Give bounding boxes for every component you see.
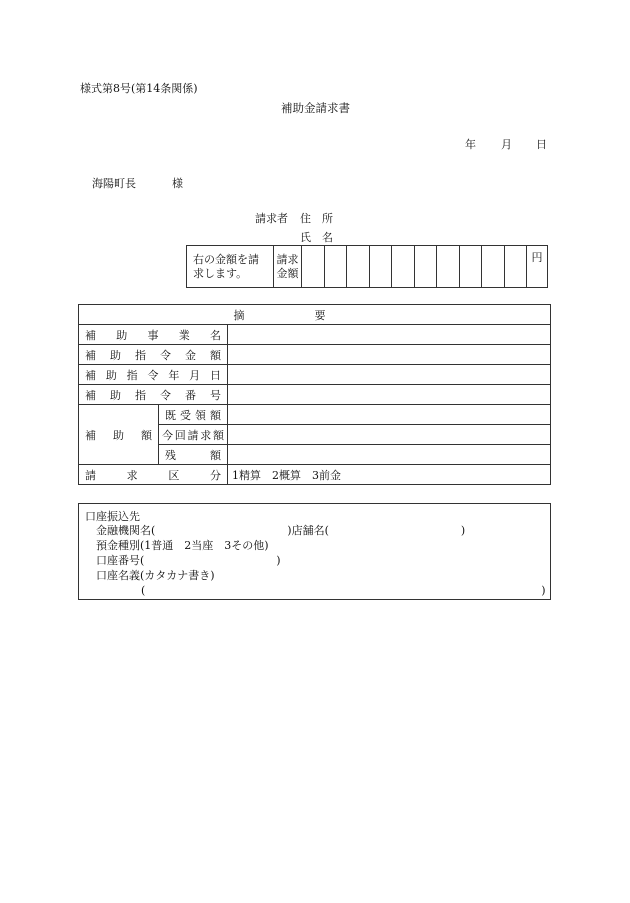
grant-amount-label: 補 助 指 令 金 額: [79, 345, 228, 365]
requester-label: 請求者: [255, 212, 288, 225]
address-label: 住 所: [300, 212, 333, 225]
received-amount-field[interactable]: [228, 405, 551, 425]
subsidy-amount-label: 補 助 額: [79, 405, 159, 465]
amount-digit-cell[interactable]: [482, 246, 505, 288]
summary-header: 摘要: [79, 305, 551, 325]
date-year-label: 年: [465, 138, 476, 151]
table-row: [79, 345, 551, 365]
amount-digit-cell[interactable]: [437, 246, 460, 288]
account-number-line[interactable]: 口座番号( ): [96, 554, 281, 567]
account-name-label: 口座名義(カタカナ書き): [96, 569, 215, 582]
date-month-label: 月: [501, 138, 512, 151]
addressee: 海陽町長: [92, 177, 136, 190]
bank-section-title: 口座振込先: [85, 510, 140, 523]
table-row: [79, 465, 551, 485]
amount-digit-cell[interactable]: [414, 246, 437, 288]
amount-digit-cell[interactable]: [504, 246, 527, 288]
amount-sub-label: 請求 金額: [274, 246, 302, 288]
amount-digit-cell[interactable]: [347, 246, 370, 288]
amount-digit-cell[interactable]: [369, 246, 392, 288]
current-request-label: 今 回 請 求 額: [159, 425, 228, 445]
grant-date-field[interactable]: [228, 365, 551, 385]
addressee-honorific: 様: [172, 177, 183, 190]
account-name-field[interactable]: ( ): [141, 584, 546, 597]
table-row: [79, 325, 551, 345]
project-name-field[interactable]: [228, 325, 551, 345]
bank-transfer-box: [78, 503, 551, 600]
grant-amount-field[interactable]: [228, 345, 551, 365]
amount-box: [186, 245, 548, 288]
currency-cell: 円: [527, 246, 548, 288]
form-number: 様式第8号(第14条関係): [80, 82, 198, 95]
received-amount-label: 既 受 領 額: [159, 405, 228, 425]
grant-date-label: 補 助 指 令 年 月 日: [79, 365, 228, 385]
balance-field[interactable]: [228, 445, 551, 465]
grant-number-field[interactable]: [228, 385, 551, 405]
financial-institution-line[interactable]: 金融機関名( )店舗名( ): [96, 524, 466, 537]
amount-digit-cell[interactable]: [392, 246, 415, 288]
date-day-label: 日: [536, 138, 547, 151]
request-category-label: 請 求 区 分: [79, 465, 228, 485]
table-row: [79, 385, 551, 405]
table-row: [79, 405, 551, 425]
amount-request-label: 右の金額を請 求します。: [187, 246, 274, 288]
amount-digit-cell[interactable]: [302, 246, 325, 288]
balance-label: 残 額: [159, 445, 228, 465]
current-request-field[interactable]: [228, 425, 551, 445]
deposit-type-line[interactable]: 預金種別(1普通 2当座 3その他): [96, 539, 269, 552]
request-category-options[interactable]: 1精算 2概算 3前金: [228, 465, 551, 485]
name-label: 氏 名: [300, 231, 333, 244]
amount-digit-cell[interactable]: [324, 246, 347, 288]
summary-table: [78, 304, 551, 485]
project-name-label: [79, 325, 228, 345]
document-title: 補助金請求書: [281, 101, 350, 115]
amount-digit-cell[interactable]: [459, 246, 482, 288]
justified-label: 補 助 事 業 名: [85, 328, 221, 342]
table-row: [79, 365, 551, 385]
grant-number-label: 補 助 指 令 番 号: [79, 385, 228, 405]
